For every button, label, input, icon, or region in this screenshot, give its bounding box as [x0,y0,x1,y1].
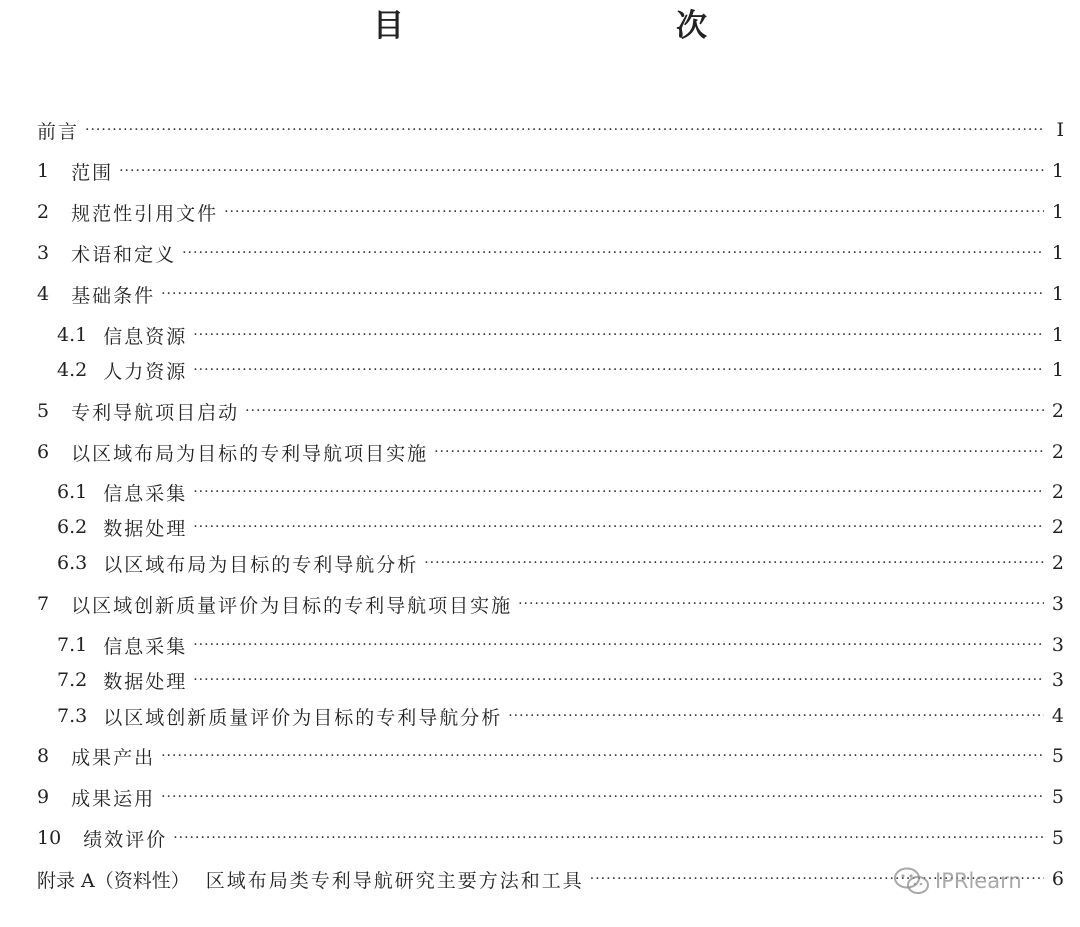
toc-entry-number: 附录 A（资料性） [37,869,190,892]
toc-entry-label: 专利导航项目启动 [71,401,240,424]
watermark-text: IPRlearn [935,869,1022,893]
toc-entry-label: 以区域布局为目标的专利导航项目实施 [71,442,429,465]
dot-leader [508,701,1044,731]
toc-subentry[interactable] [57,630,1064,660]
toc-entry[interactable] [37,437,1064,467]
toc-entry-label: 前言 [37,120,80,143]
toc-entry-number: 7 [37,593,50,615]
toc-entry-number: 3 [37,242,50,264]
toc-entry[interactable] [37,156,1064,186]
toc-entry-page: 4 [1051,705,1064,727]
dot-leader [193,630,1044,660]
toc-entry-label: 术语和定义 [71,243,177,266]
dot-leader [434,437,1044,467]
toc-subentry[interactable] [57,665,1064,695]
toc-entry-number: 1 [37,160,50,182]
toc-entry[interactable] [37,396,1064,426]
toc-entry-page: 1 [1051,359,1064,381]
toc-subentry[interactable] [57,320,1064,350]
toc-entry-label: 数据处理 [103,517,188,540]
toc-entry-number: 9 [37,786,50,808]
toc-entry-label: 数据处理 [103,670,188,693]
dot-leader [161,741,1044,771]
toc-subentry[interactable] [57,548,1064,578]
toc-entry-number: 7.2 [57,669,88,691]
toc-entry-label: 人力资源 [103,360,188,383]
toc-entry-label: 以区域布局为目标的专利导航分析 [103,553,419,576]
toc-title: 目 次 [373,8,777,44]
dot-leader [193,665,1044,695]
toc-entry[interactable] [37,823,1064,853]
toc-entry-page: 2 [1051,516,1064,538]
toc-entry-label: 成果运用 [71,787,156,810]
toc-entry-number: 4 [37,283,50,305]
toc-entry-page: 5 [1051,827,1064,849]
toc-entry-label: 绩效评价 [83,828,168,851]
toc-entry-number: 7.1 [57,634,88,656]
toc-entry-number: 2 [37,201,50,223]
toc-entry-page: 5 [1051,786,1064,808]
toc-entry-label: 基础条件 [71,284,156,307]
dot-leader [119,156,1044,186]
dot-leader [161,782,1044,812]
dot-leader [85,115,1044,145]
toc-entry-label: 以区域创新质量评价为目标的专利导航项目实施 [71,594,513,617]
toc-entry[interactable] [37,864,1064,894]
toc-entry-page: 3 [1051,593,1064,615]
toc-entry-number: 6.2 [57,516,88,538]
toc-entry[interactable] [37,197,1064,227]
dot-leader [161,279,1044,309]
dot-leader [224,197,1044,227]
toc-entry[interactable] [37,741,1064,771]
toc-entry-number: 4.2 [57,359,88,381]
toc-entry-page: 2 [1051,481,1064,503]
toc-subentry[interactable] [57,512,1064,542]
toc-entry-page: 5 [1051,745,1064,767]
toc-entry[interactable] [37,115,1064,145]
toc-entry-page: I [1056,119,1064,141]
toc-subentry[interactable] [57,355,1064,385]
dot-leader [173,823,1044,853]
toc-entry-page: 1 [1051,201,1064,223]
toc-entry-number: 6.3 [57,552,88,574]
toc-entry-number: 10 [37,827,62,849]
toc-entry-label: 信息资源 [103,325,188,348]
toc-entry[interactable] [37,782,1064,812]
toc-entry[interactable] [37,238,1064,268]
toc-entry-page: 1 [1051,324,1064,346]
dot-leader [193,355,1044,385]
toc-entry-label: 信息采集 [103,635,188,658]
toc-entry-label: 以区域创新质量评价为目标的专利导航分析 [103,706,503,729]
toc-entry-label: 信息采集 [103,482,188,505]
toc-entry-page: 3 [1051,669,1064,691]
toc-entry-number: 6 [37,441,50,463]
toc-entry-page: 2 [1051,400,1064,422]
toc-entry-page: 1 [1051,283,1064,305]
toc-entry-page: 2 [1051,441,1064,463]
toc-entry-number: 7.3 [57,705,88,727]
dot-leader [518,589,1044,619]
dot-leader [590,864,1044,894]
dot-leader [193,512,1044,542]
toc-entry-number: 8 [37,745,50,767]
dot-leader [193,477,1044,507]
toc-entry-page: 3 [1051,634,1064,656]
toc-entry-label: 范围 [71,161,114,184]
dot-leader [193,320,1044,350]
toc-entry-page: 1 [1051,242,1064,264]
toc-entry-label: 规范性引用文件 [71,202,219,225]
toc-entry-label: 成果产出 [71,746,156,769]
toc-entry-page: 1 [1051,160,1064,182]
dot-leader [182,238,1044,268]
toc-entry-label: 区域布局类专利导航研究主要方法和工具 [205,869,584,892]
dot-leader [245,396,1044,426]
toc-subentry[interactable] [57,477,1064,507]
dot-leader [424,548,1044,578]
toc-entry-number: 6.1 [57,481,88,503]
toc-entry-page: 6 [1051,868,1064,890]
toc-entry-page: 2 [1051,552,1064,574]
toc-entry[interactable] [37,589,1064,619]
toc-entry-number: 4.1 [57,324,88,346]
toc-entry[interactable] [37,279,1064,309]
toc-subentry[interactable] [57,701,1064,731]
toc-entry-number: 5 [37,400,50,422]
